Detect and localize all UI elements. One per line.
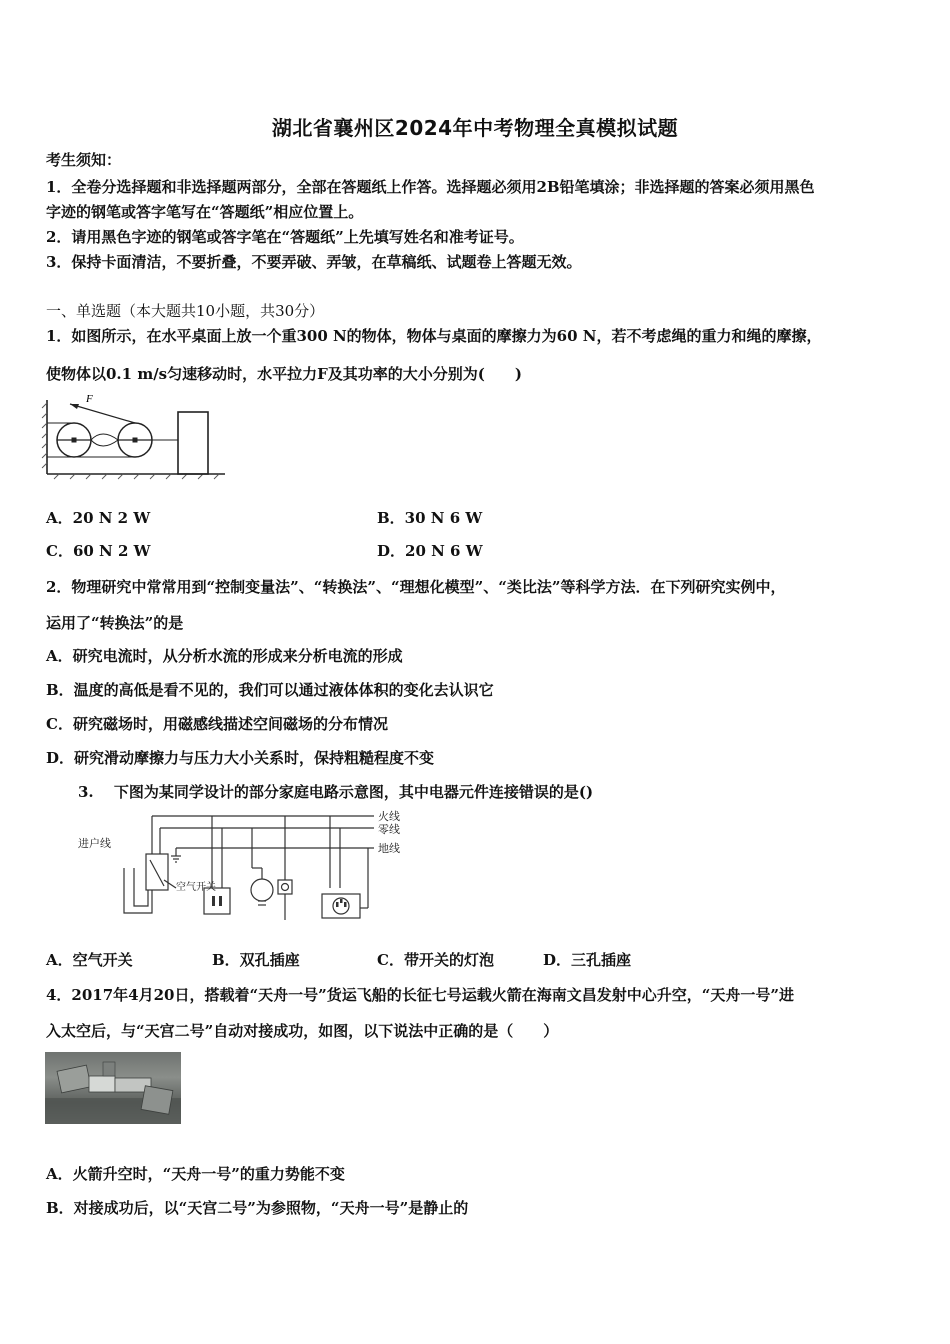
q2-option-d[interactable]: D．研究滑动摩擦力与压力大小关系时，保持粗糙程度不变 xyxy=(46,749,435,767)
q1-option-d[interactable]: D．20 N 6 W xyxy=(377,542,483,560)
notice-heading: 考生须知： xyxy=(46,151,122,169)
question-3-line-1: 3. 下图为某同学设计的部分家庭电路示意图，其中电器元件连接错误的是() xyxy=(78,783,594,801)
force-arrow xyxy=(70,404,135,423)
q4-option-a[interactable]: A．火箭升空时，“天舟一号”的重力势能不变 xyxy=(46,1165,345,1183)
notice-item: 1．全卷分选择题和非选择题两部分，全部在答题纸上作答。选择题必须用2B铅笔填涂；非选择题的答案必须用黑色 xyxy=(46,178,815,196)
page-title: 湖北省襄州区2024年中考物理全真模拟试题 xyxy=(271,116,679,140)
question-2-line-1: 2．物理研究中常常用到“控制变量法”、“转换法”、“理想化模型”、“类比法”等科学方法．在下列研究实例中， xyxy=(46,578,786,596)
question-1-line-2: 使物体以0.1 m/s匀速移动时，水平拉力F及其功率的大小分别为( ) xyxy=(46,365,522,383)
q3-option-a[interactable]: A．空气开关 xyxy=(46,951,133,969)
spacecraft-illustration xyxy=(45,1052,181,1124)
q1-option-a[interactable]: A．20 N 2 W xyxy=(46,509,151,527)
section-heading: 一、单选题（本大题共10小题，共30分） xyxy=(46,302,325,320)
circuit-figure xyxy=(72,808,422,926)
notice-item: 2．请用黑色字迹的钢笔或答字笔在“答题纸”上先填写姓名和准考证号。 xyxy=(46,228,524,246)
q3-option-b[interactable]: B．双孔插座 xyxy=(212,951,300,969)
q1-option-c[interactable]: C．60 N 2 W xyxy=(46,542,151,560)
spacecraft-photo xyxy=(45,1052,181,1124)
force-label: F xyxy=(86,393,93,405)
label-live-wire: 火线 xyxy=(378,810,400,823)
notice-item: 字迹的钢笔或答字笔写在“答题纸”相应位置上。 xyxy=(46,203,364,221)
question-1-line-1: 1．如图所示，在水平桌面上放一个重300 N的物体，物体与桌面的摩擦力为60 N，若不考虑绳的重力和绳的摩擦， xyxy=(46,327,822,345)
q1-option-b[interactable]: B．30 N 6 W xyxy=(377,509,483,527)
block-object xyxy=(178,412,208,474)
pulley-figure xyxy=(40,390,230,482)
q2-option-a[interactable]: A．研究电流时，从分析水流的形成来分析电流的形成 xyxy=(46,647,403,665)
q2-option-c[interactable]: C．研究磁场时，用磁感线描述空间磁场的分布情况 xyxy=(46,715,388,733)
label-neutral-wire: 零线 xyxy=(378,823,400,836)
q2-option-b[interactable]: B．温度的高低是看不见的，我们可以通过液体体积的变化去认识它 xyxy=(46,681,494,699)
question-2-line-2: 运用了“转换法”的是 xyxy=(46,614,184,632)
label-ground-wire: 地线 xyxy=(378,842,400,855)
question-4-line-1: 4．2017年4月20日，搭载着“天舟一号”货运飞船的长征七号运载火箭在海南文昌发射中心升空，“天舟一号”进 xyxy=(46,986,795,1004)
question-4-line-2: 入太空后，与“天宫二号”自动对接成功，如图，以下说法中正确的是（ ） xyxy=(46,1022,559,1040)
notice-item: 3．保持卡面清洁，不要折叠，不要弄破、弄皱，在草稿纸、试题卷上答题无效。 xyxy=(46,253,582,271)
q3-option-c[interactable]: C．带开关的灯泡 xyxy=(377,951,494,969)
q3-option-d[interactable]: D．三孔插座 xyxy=(543,951,632,969)
label-inlet: 进户线 xyxy=(78,837,111,850)
label-breaker: 空气开关 xyxy=(176,882,216,893)
q4-option-b[interactable]: B．对接成功后，以“天宫二号”为参照物，“天舟一号”是静止的 xyxy=(46,1199,469,1217)
